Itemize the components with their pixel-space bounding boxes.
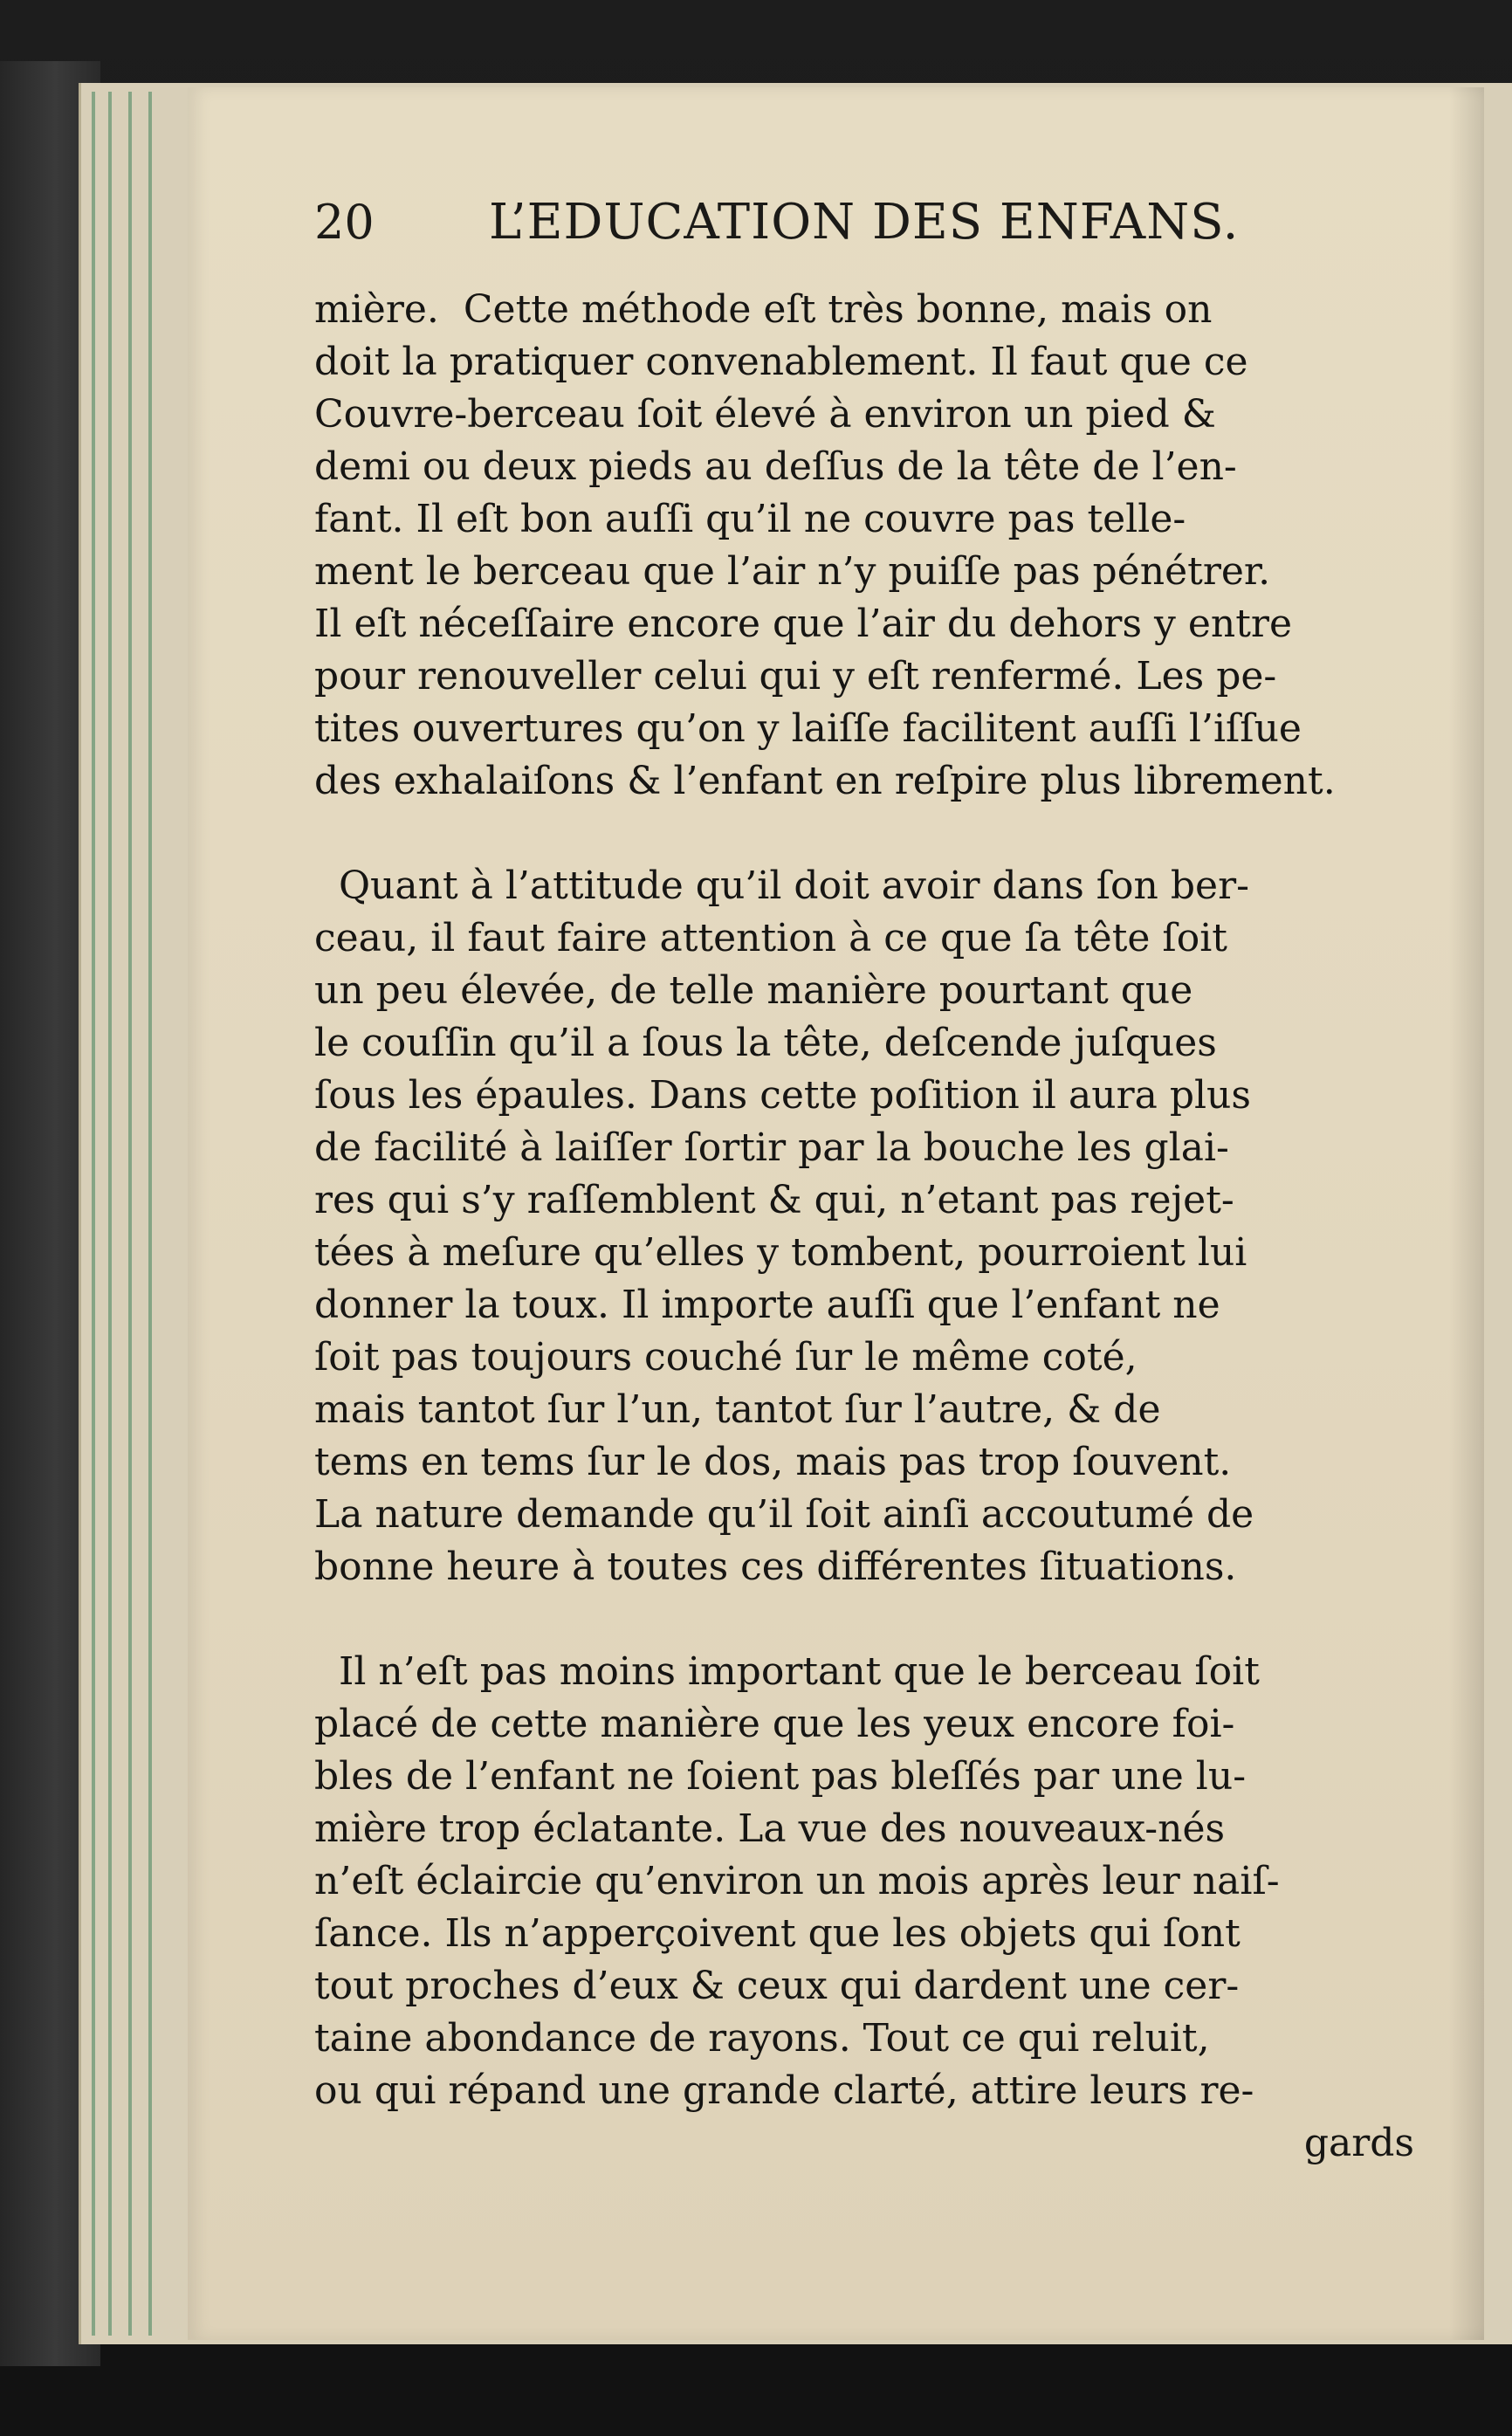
text-line: doit la pratiquer convenablement. Il faut que ce — [314, 340, 1248, 384]
text-line: La nature demande qu’il ſoit ainſi accoutumé de — [314, 1492, 1254, 1537]
text-line: un peu élevée, de telle manière pourtant que — [314, 968, 1193, 1013]
text-line: des exhalaiſons & l’enfant en reſpire plus librement. — [314, 759, 1336, 803]
running-head — [314, 183, 1405, 262]
running-title: L’EDUCATION DES ENFANS. — [489, 194, 1240, 251]
text-line: mière. Cette méthode eſt très bonne, mais on — [314, 287, 1213, 332]
page-number: 20 — [314, 195, 375, 250]
text-line: Il eſt néceſſaire encore que l’air du dehors y entre — [314, 602, 1293, 646]
page-edge-line-4 — [148, 92, 152, 2336]
paragraph-3 — [314, 1646, 1414, 2117]
page-edge-line-2 — [108, 92, 112, 2336]
text-line: placé de cette manière que les yeux encore foi- — [314, 1702, 1235, 1746]
text-line: bles de l’enfant ne ſoient pas bleſſés par une lu- — [314, 1754, 1247, 1799]
text-line: ſous les épaules. Dans cette poſition il aura plus — [314, 1073, 1251, 1118]
text-line: Il n’eſt pas moins important que le berceau ſoit — [314, 1649, 1260, 1694]
text-line: tout proches d’eux & ceux qui dardent une cer- — [314, 1964, 1240, 2008]
text-line: tites ouvertures qu’on y laiſſe facilitent auſſi l’iſſue — [314, 706, 1302, 751]
paragraph-gap — [314, 808, 1414, 860]
text-line: le couſſin qu’il a ſous la tête, deſcende juſques — [314, 1021, 1217, 1065]
text-line: ſance. Ils n’apperçoivent que les objets qui ſont — [314, 1911, 1241, 1956]
text-line: taine abondance de rayons. Tout ce qui reluit, — [314, 2016, 1210, 2061]
text-line: tées à meſure qu’elles y tombent, pourroient lui — [314, 1230, 1247, 1275]
paragraph-2 — [314, 860, 1414, 1593]
text-line: ſoit pas toujours couché ſur le même coté, — [314, 1335, 1137, 1380]
text-line: Couvre-berceau ſoit élevé à environ un pied & — [314, 392, 1216, 437]
text-line: res qui s’y raſſemblent & qui, n’etant pas rejet- — [314, 1178, 1234, 1222]
text-line: pour renouveller celui qui y eſt renfermé. Les pe- — [314, 654, 1277, 698]
text-line: mière trop éclatante. La vue des nouveaux-nés — [314, 1806, 1226, 1851]
page-edge-line-3 — [128, 92, 132, 2336]
text-line: ou qui répand une grande clarté, attire leurs re- — [314, 2068, 1254, 2113]
text-line: n’eſt éclaircie qu’environ un mois après leur naiſ- — [314, 1859, 1280, 1903]
book-page — [188, 87, 1484, 2340]
text-line: bonne heure à toutes ces différentes ſituations. — [314, 1545, 1237, 1589]
page-edge-line-1 — [92, 92, 95, 2336]
text-line: ceau, il faut faire attention à ce que ſa tête ſoit — [314, 916, 1227, 960]
catchword: gards — [1303, 2121, 1414, 2165]
text-line: tems en tems ſur le dos, mais pas trop ſouvent. — [314, 1440, 1232, 1484]
text-line: fant. Il eſt bon auſſi qu’il ne couvre pas telle- — [314, 497, 1186, 541]
text-line: mais tantot ſur l’un, tantot ſur l’autre, & de — [314, 1387, 1161, 1432]
paragraph-1 — [314, 284, 1414, 808]
text-line: donner la toux. Il importe auſſi que l’enfant ne — [314, 1283, 1220, 1327]
text-line: ment le berceau que l’air n’y puiſſe pas pénétrer. — [314, 549, 1271, 594]
text-line: Quant à l’attitude qu’il doit avoir dans ſon ber- — [314, 864, 1249, 908]
text-line: de facilité à laiſſer ſortir par la bouche les glai- — [314, 1125, 1229, 1170]
text-line: demi ou deux pieds au deſſus de la tête de l’en- — [314, 444, 1237, 489]
paragraph-gap — [314, 1593, 1414, 1646]
text-block — [314, 284, 1414, 2170]
